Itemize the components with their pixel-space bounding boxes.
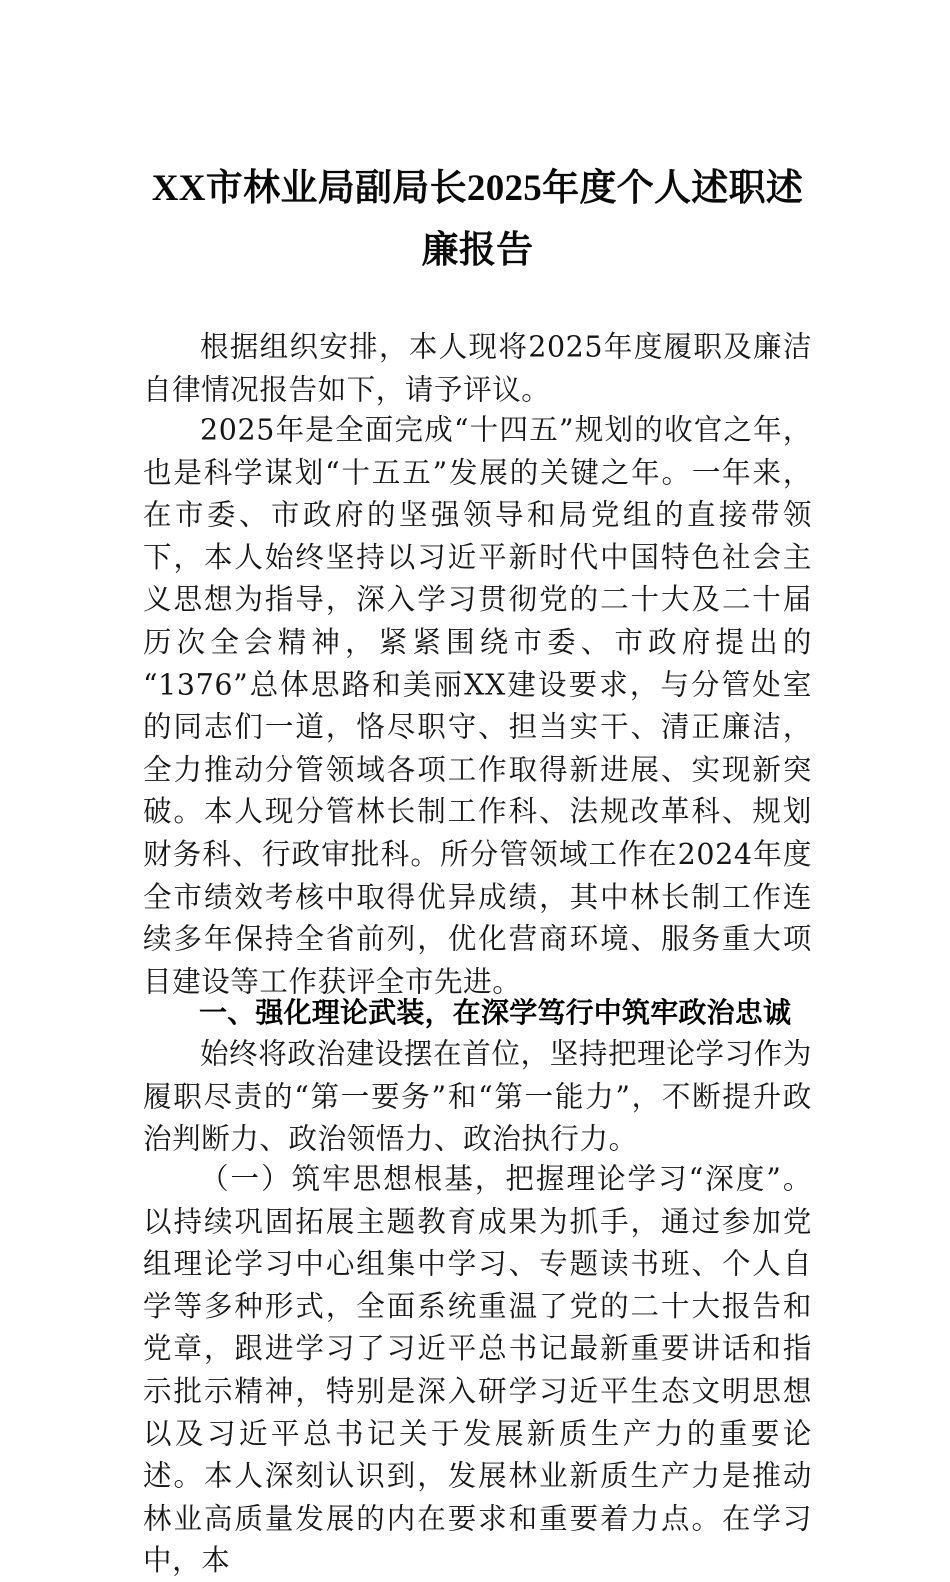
paragraph-subsection-one: （一）筑牢思想根基，把握理论学习“深度”。以持续巩固拓展主题教育成果为抓手，通过参加党组理论学习中心组集中学习、专题读书班、个人自学等多种形式，全面系统重温了党的二十大报告和党章，跟进学习了习近平总书记最新重要讲话和指示批示精神，特别是深入研学习近平生态文明思想以及习近平总书记关于发展新质生产力的重要论述。本人深刻认识到，发展林业新质生产力是推动林业高质量发展的内在要求和重要着力点。在学习中，本 [143,1161,812,1578]
page-title: XX市林业局副局长2025年度个人述职述廉报告 [151,168,804,271]
paragraph-political-building: 始终将政治建设摆在首位，坚持把理论学习作为履职尽责的“第一要务”和“第一能力”，不断提升政治判断力、政治领悟力、政治执行力。 [143,1037,812,1156]
title-spacer [143,282,812,326]
paragraph-year-overview: 2025年是全面完成“十四五”规划的收官之年，也是科学谋划“十五五”发展的关键之年。一年来，在市委、市政府的坚强领导和局党组的直接带领下，本人始终坚持以习近平新时代中国特色社会主义思想为指导，深入学习贯彻党的二十大及二十届历次全会精神，紧紧围绕市委、市政府提出的“1376”总体思路和美丽XX建设要求，与分管处室的同志们一道，恪尽职守、担当实干、清正廉洁，全力推动分管领域各项工作取得新进展、实现新突破。本人现分管林长制工作科、法规改革科、规划财务科、行政审批科。所分管领域工作在2024年度全市绩效考核中取得优异成绩，其中林长制工作连续多年保持全省前列，优化营商环境、服务重大项目建设等工作获评全市先进。 [143,413,812,999]
section-heading-one: 一、强化理论武装，在深学笃行中筑牢政治忠诚 [199,996,792,1028]
paragraph-opening: 根据组织安排，本人现将2025年度履职及廉洁自律情况报告如下，请予评议。 [143,330,812,407]
